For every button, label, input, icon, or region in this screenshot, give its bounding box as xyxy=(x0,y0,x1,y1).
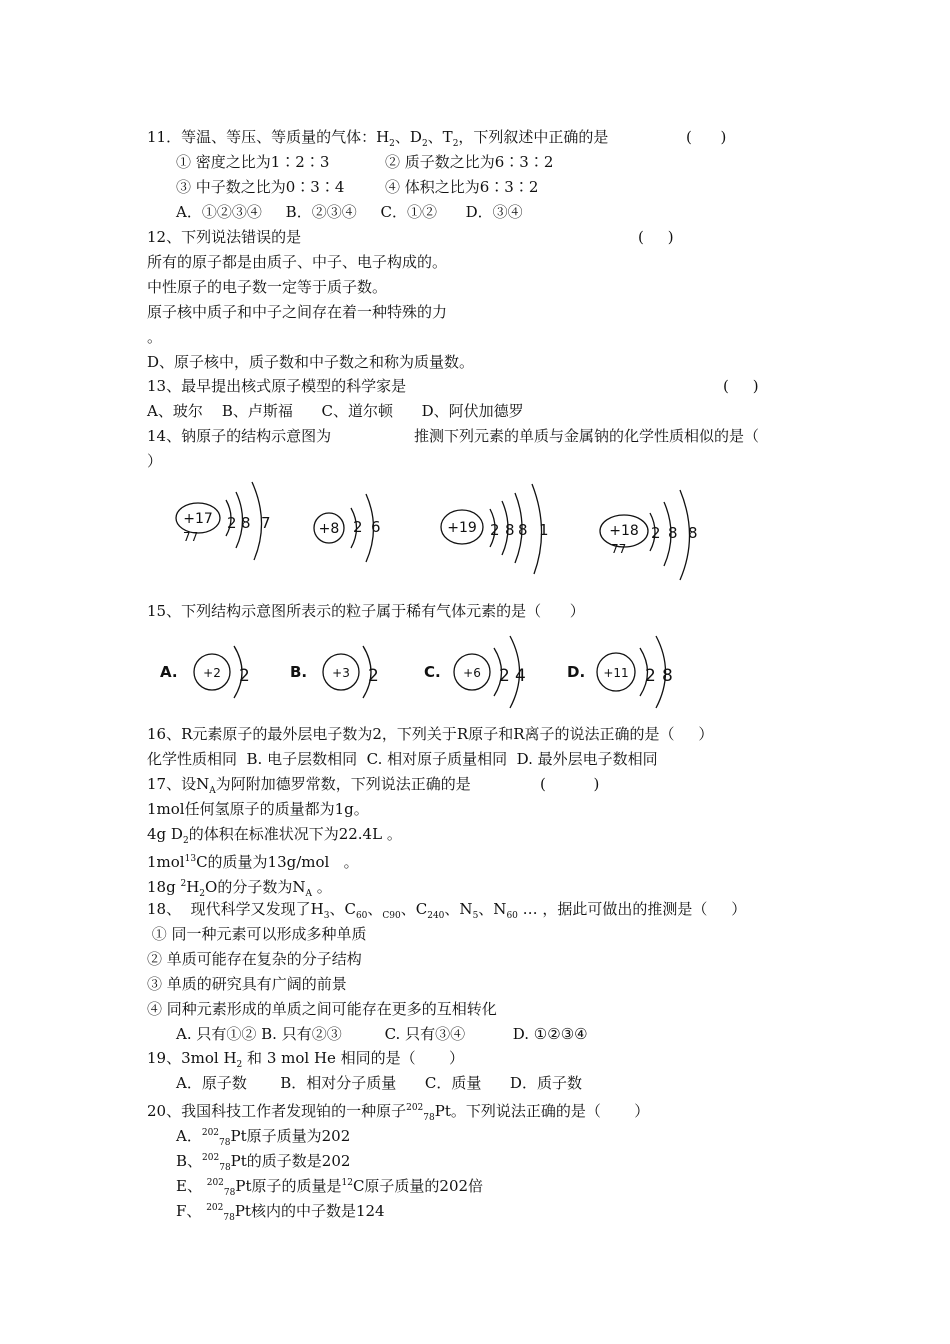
q20-option-f: F、 $^{202}_{78}$Pt核内的中子数是124 xyxy=(176,1202,385,1223)
q11-stem: 11．等温、等压、等质量的气体：$H_2$、$D_2$、$T_2$，下列叙述中正确的是 xyxy=(147,128,609,149)
q13-bracket: ( ) xyxy=(723,377,759,395)
q15-d-shell-1-count: 2 xyxy=(645,666,656,686)
q20-option-a: A．$^{202}_{78}$Pt原子质量为202 xyxy=(176,1127,351,1148)
q14-d3-shell-3-count: 8 xyxy=(518,521,528,539)
q14-stem-post: 推测下列元素的单质与金属钠的化学性质相似的是（ xyxy=(414,427,760,445)
q13-stem: 13、最早提出核式原子模型的科学家是 xyxy=(147,377,407,395)
q14-d1-shell-3-count: 7 xyxy=(261,514,271,532)
q14-d1-extra: 77 xyxy=(183,530,199,544)
q15-stem: 15、下列结构示意图所表示的粒子属于稀有气体元素的是（ ） xyxy=(147,602,585,620)
q14-d3-shell-1-count: 2 xyxy=(490,521,500,539)
q14-d2-shell-2-count: 6 xyxy=(371,518,381,536)
q18-item-4: ④ 同种元素形成的单质之间可能存在更多的互相转化 xyxy=(147,1000,497,1018)
q11-choices: A．①②③④ B．②③④ C．①② D．③④ xyxy=(176,203,523,221)
q17-option-c: 1mol$^{13}$C的质量为13g/mol 。 xyxy=(147,853,359,871)
q11-option-4: ④ 体积之比为6∶3∶2 xyxy=(385,178,539,196)
q11-option-3: ③ 中子数之比为0∶3∶4 xyxy=(176,178,345,196)
q19-choices: A．原子数 B．相对分子质量 C．质量 D．质子数 xyxy=(176,1074,582,1092)
q11-bracket: ( ) xyxy=(686,128,727,146)
q15-d-label: D. xyxy=(567,663,586,681)
q14-d4-shell-3-count: 8 xyxy=(688,524,698,542)
q12-option-c: 原子核中质子和中子之间存在着一种特殊的力 xyxy=(147,303,448,321)
q15-b-label: B. xyxy=(290,663,308,681)
q18-item-3: ③ 单质的研究具有广阔的前景 xyxy=(147,975,347,993)
q11-option-2: ② 质子数之比为6∶3∶2 xyxy=(385,153,554,171)
q14-d1-shell-2-count: 8 xyxy=(241,514,251,532)
q14-d4-shell-1-count: 2 xyxy=(651,524,661,542)
q14-d3-shell-2-count: 8 xyxy=(505,521,515,539)
q20-stem: 20、我国科技工作者发现铂的一种原子$^{202}_{78}$Pt。下列说法正确的是（ ） xyxy=(147,1102,650,1123)
q12-bracket: ( ) xyxy=(638,228,674,246)
q15-c-shell-1-count: 2 xyxy=(499,666,510,686)
q20-option-b: B、$^{202}_{78}$Pt的质子数是202 xyxy=(176,1152,351,1173)
q15-d-shell-2-count: 8 xyxy=(662,666,673,686)
q20-option-e: E、 $^{202}_{78}$Pt原子的质量是$^{12}$C原子质量的202倍 xyxy=(176,1177,484,1198)
q18-item-1: ① 同一种元素可以形成多种单质 xyxy=(147,925,367,943)
q14-d3-nucleus: +19 xyxy=(447,520,477,536)
q15-b-nucleus: +3 xyxy=(332,666,350,680)
q15-a-shell-1-count: 2 xyxy=(239,666,250,686)
q15-a-nucleus: +2 xyxy=(203,666,221,680)
q15-c-shell-2-count: 4 xyxy=(515,666,526,686)
q17-option-a: 1mol任何氢原子的质量都为1g。 xyxy=(147,800,369,818)
q13-choices: A、玻尔 B、卢斯福 C、道尔顿 D、阿伏加德罗 xyxy=(147,402,524,420)
q14-d1-nucleus: +17 xyxy=(183,511,213,527)
q16-stem: 16、R元素原子的最外层电子数为2，下列关于R原子和R离子的说法正确的是（ ） xyxy=(147,725,714,743)
q12-option-a: 所有的原子都是由质子、中子、电子构成的。 xyxy=(147,253,448,271)
q15-c-nucleus: +6 xyxy=(463,666,481,680)
q14-d2-shell-1-count: 2 xyxy=(353,518,363,536)
q14-close: ） xyxy=(147,452,163,470)
q14-d3-shell-4-count: 1 xyxy=(539,521,549,539)
q12-stem: 12、下列说法错误的是 xyxy=(147,228,302,246)
q15-b-shell-1-count: 2 xyxy=(368,666,379,686)
q15-c-label: C. xyxy=(424,663,441,681)
q18-item-2: ② 单质可能存在复杂的分子结构 xyxy=(147,950,362,968)
q14-d4-extra: 77 xyxy=(611,542,627,556)
q18-choices: A. 只有①② B. 只有②③ C. 只有③④ D. ①②③④ xyxy=(176,1025,588,1043)
q17-option-b: 4g $D_2$的体积在标准状况下为22.4L 。 xyxy=(147,825,402,846)
q12-option-d: D、原子核中，质子数和中子数之和称为质量数。 xyxy=(147,353,475,371)
q17-bracket: ( ) xyxy=(540,775,600,793)
q15-d-nucleus: +11 xyxy=(603,666,629,680)
q19-stem: 19、3mol $H_2$ 和 3 mol He 相同的是（ ） xyxy=(147,1049,465,1070)
q12-option-b: 中性原子的电子数一定等于质子数。 xyxy=(147,278,388,296)
q14-d2-nucleus: +8 xyxy=(318,521,340,537)
q15-a-label: A. xyxy=(160,663,178,681)
q14-d1-shell-1-count: 2 xyxy=(227,514,237,532)
q14-stem-pre: 14、钠原子的结构示意图为 xyxy=(147,427,332,445)
q11-option-1: ① 密度之比为1∶2∶3 xyxy=(176,153,330,171)
q16-choices: 化学性质相同 B. 电子层数相同 C. 相对原子质量相同 D. 最外层电子数相同 xyxy=(147,750,658,768)
q18-stem: 18、 现代科学又发现了$H_3$、$C_{60}$、$_{C90}$、$C_{240}$、$N_5$、$N_{60}$ … ，据此可做出的推测是（ ） xyxy=(147,900,747,921)
q17-stem: 17、设$N_A$为阿附加德罗常数，下列说法正确的是 xyxy=(147,775,471,796)
q17-option-d: 18g $^2H_2O$的分子数为$N_A$ 。 xyxy=(147,878,332,899)
q12-option-c-period: 。 xyxy=(147,328,163,346)
q14-d4-shell-2-count: 8 xyxy=(668,524,678,542)
q14-d4-nucleus: +18 xyxy=(609,523,639,539)
